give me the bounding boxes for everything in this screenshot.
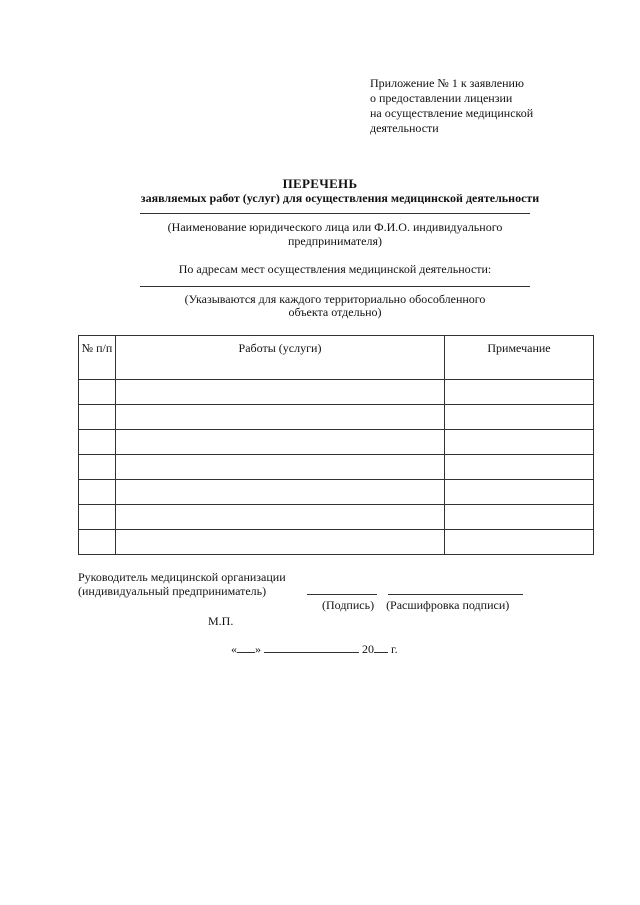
year-prefix: 20 [362,642,374,656]
cell-number [79,430,116,455]
header-work-label: Работы (услуги) [238,341,322,355]
cell-note [445,455,594,480]
addresses-label: По адресам мест осуществления медицинской деятельности: [178,262,492,276]
cell-number [79,505,116,530]
appendix-line-1: Приложение № 1 к заявлению [370,76,524,90]
addresses-line [140,286,530,287]
table-row [79,430,594,455]
appendix-line-4: деятельности [370,121,439,135]
table-header-row [79,336,594,380]
cell-work [116,480,445,505]
signature-caption: (Подпись) [322,598,375,612]
cell-work [116,530,445,555]
cell-note [445,530,594,555]
appendix-line-2: о предоставлении лицензии [370,91,513,105]
cell-work [116,405,445,430]
table-row [79,380,594,405]
cell-number [79,405,116,430]
cell-note [445,380,594,405]
cell-number [79,530,116,555]
month-blank [264,641,359,653]
date-line [231,641,398,657]
table-row [79,505,594,530]
stamp-place: М.П. [208,614,234,628]
signature-captions [322,598,509,613]
appendix-line-3: на осуществление медицинской [370,106,534,120]
head-title-line-1: Руководитель медицинской организации [78,570,286,584]
cell-note [445,430,594,455]
cell-work [116,505,445,530]
cell-work [116,430,445,455]
header-work [116,336,445,380]
services-table [78,335,594,555]
document-subtitle: заявляемых работ (услуг) для осуществления медицинской деятельности [140,191,540,205]
addresses-caption-line-2: объекта отдельно) [288,305,382,319]
applicant-caption-line-2: предпринимателя) [288,234,382,248]
cell-note [445,505,594,530]
signature-line [307,594,377,595]
year-blank [374,641,388,653]
day-blank [237,641,255,653]
date-open-quote: « [231,642,237,656]
cell-work [116,455,445,480]
cell-number [79,480,116,505]
cell-note [445,480,594,505]
cell-number [79,455,116,480]
signature-decode-line [388,594,523,595]
year-suffix: г. [391,642,398,656]
table-row [79,455,594,480]
cell-number [79,380,116,405]
appendix-note [370,76,585,136]
applicant-caption-line-1: (Наименование юридического лица или Ф.И.О. индивидуального [167,220,503,234]
document-title: ПЕРЕЧЕНЬ [282,176,358,191]
applicant-name-line [140,213,530,214]
head-title-line-2: (индивидуальный предприниматель) [78,584,267,598]
addresses-caption-line-1: (Указываются для каждого территориально обособленного [184,292,486,306]
cell-work [116,380,445,405]
header-number [79,336,116,380]
table-row [79,480,594,505]
table-row [79,530,594,555]
decode-caption: (Расшифровка подписи) [386,598,510,612]
header-note [445,336,594,380]
date-close-quote: » [255,642,261,656]
cell-note [445,405,594,430]
header-note-label: Примечание [487,341,551,355]
table-row [79,405,594,430]
header-number-label: № п/п [81,341,113,355]
